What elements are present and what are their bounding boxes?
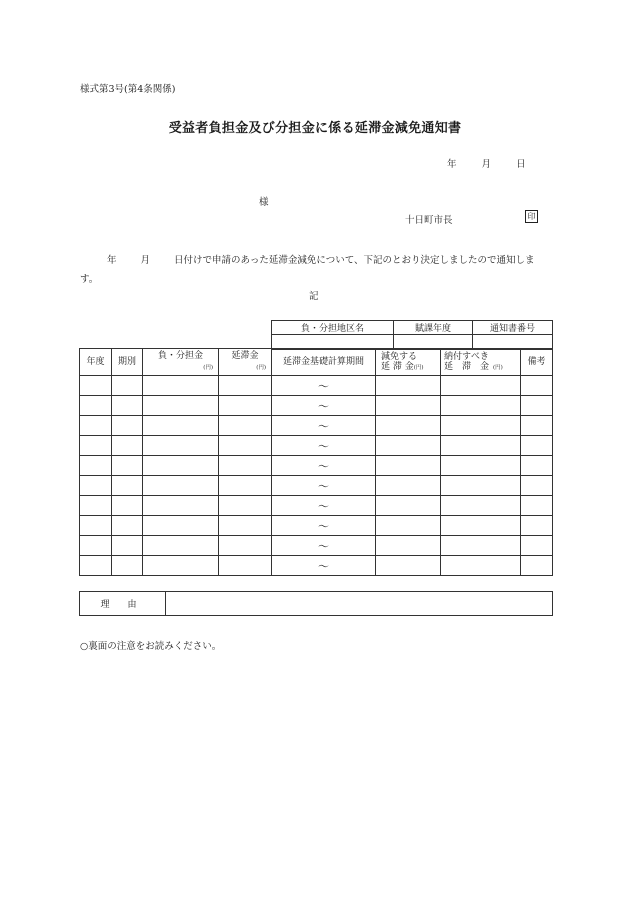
fiscal-year-cell — [80, 556, 112, 576]
exempt-cell — [376, 376, 441, 396]
header-exempt-line1: 減免する — [381, 351, 418, 362]
exempt-cell — [376, 516, 441, 536]
seal-mark: 印 — [525, 210, 538, 223]
date-month-label: 月 — [481, 159, 492, 170]
remarks-cell — [521, 456, 553, 476]
fiscal-year-cell — [80, 516, 112, 536]
burden-cell — [143, 376, 219, 396]
period-cell — [272, 456, 376, 476]
reason-label: 理由 — [80, 592, 166, 616]
late-fee-cell — [219, 416, 272, 436]
period-cell — [272, 476, 376, 496]
header-payable-line2: 延 滞 金 — [444, 361, 490, 372]
exempt-cell — [376, 396, 441, 416]
exempt-cell — [376, 496, 441, 516]
header-exempt-line2: 延 滞 金 — [381, 361, 414, 372]
header-period: 延滞金基礎計算期間 — [272, 349, 376, 376]
period-cell — [272, 376, 376, 396]
payable-cell — [441, 536, 521, 556]
period-range-marker: 〜 — [318, 399, 329, 413]
period-cell — [272, 536, 376, 556]
reason-table — [79, 591, 553, 616]
addressee-suffix: 様 — [259, 197, 269, 208]
burden-cell — [143, 516, 219, 536]
exempt-cell — [376, 436, 441, 456]
payable-cell — [441, 416, 521, 436]
ki-heading: 記 — [309, 291, 319, 302]
issue-date — [447, 156, 526, 170]
payable-cell — [441, 476, 521, 496]
fiscal-year-cell — [80, 376, 112, 396]
reason-cell — [166, 592, 553, 616]
late-fee-cell — [219, 536, 272, 556]
table-row — [80, 496, 553, 516]
late-fee-cell — [219, 376, 272, 396]
fiscal-year-cell — [80, 496, 112, 516]
period-range-marker: 〜 — [318, 499, 329, 513]
back-side-note: ○裏面の注意をお読みください。 — [80, 641, 222, 652]
district-info-table — [271, 320, 553, 350]
payable-cell — [441, 496, 521, 516]
header-remarks: 備考 — [521, 349, 553, 376]
late-fee-table — [79, 348, 553, 576]
period-range-marker: 〜 — [318, 439, 329, 453]
remarks-cell — [521, 436, 553, 456]
exempt-cell — [376, 476, 441, 496]
period-range-marker: 〜 — [318, 479, 329, 493]
table-row — [80, 376, 553, 396]
term-cell — [112, 456, 143, 476]
period-range-marker: 〜 — [318, 379, 329, 393]
period-cell — [272, 496, 376, 516]
fiscal-year-cell — [80, 416, 112, 436]
late-fee-cell — [219, 516, 272, 536]
late-fee-cell — [219, 496, 272, 516]
district-name-header: 負・分担地区名 — [272, 321, 394, 335]
table-row — [80, 396, 553, 416]
term-cell — [112, 536, 143, 556]
table-row — [80, 436, 553, 456]
header-late-fee-label: 延滞金 — [231, 351, 259, 361]
header-fiscal-year: 年度 — [80, 349, 112, 376]
burden-cell — [143, 456, 219, 476]
header-late-fee-unit: (円) — [256, 365, 266, 371]
term-cell — [112, 416, 143, 436]
remarks-cell — [521, 416, 553, 436]
header-exempt-unit: (円) — [413, 364, 424, 371]
payable-cell — [441, 456, 521, 476]
burden-cell — [143, 496, 219, 516]
remarks-cell — [521, 516, 553, 536]
exempt-cell — [376, 416, 441, 436]
header-burden-label: 負・分担金 — [157, 351, 203, 361]
fiscal-year-cell — [80, 476, 112, 496]
header-burden-unit: (円) — [203, 365, 213, 371]
period-cell — [272, 516, 376, 536]
period-range-marker: 〜 — [318, 519, 329, 533]
burden-cell — [143, 396, 219, 416]
term-cell — [112, 496, 143, 516]
body-month: 月 — [140, 255, 151, 266]
header-late-fee — [219, 349, 272, 376]
header-term: 期別 — [112, 349, 143, 376]
burden-cell — [143, 476, 219, 496]
period-cell — [272, 396, 376, 416]
term-cell — [112, 556, 143, 576]
table-row — [80, 456, 553, 476]
period-range-marker: 〜 — [318, 539, 329, 553]
remarks-cell — [521, 476, 553, 496]
body-year: 年 — [107, 255, 117, 266]
header-payable — [441, 349, 521, 376]
date-day-label: 日 — [516, 159, 526, 170]
remarks-cell — [521, 396, 553, 416]
remarks-cell — [521, 376, 553, 396]
form-number: 様式第3号(第4条関係) — [80, 84, 176, 95]
header-burden — [143, 349, 219, 376]
burden-cell — [143, 416, 219, 436]
exempt-cell — [376, 456, 441, 476]
burden-cell — [143, 436, 219, 456]
payable-cell — [441, 556, 521, 576]
payable-cell — [441, 516, 521, 536]
term-cell — [112, 516, 143, 536]
late-fee-cell — [219, 456, 272, 476]
period-cell — [272, 556, 376, 576]
period-cell — [272, 416, 376, 436]
payable-cell — [441, 376, 521, 396]
burden-cell — [143, 556, 219, 576]
term-cell — [112, 436, 143, 456]
burden-cell — [143, 536, 219, 556]
header-exempt — [376, 349, 441, 376]
payable-cell — [441, 396, 521, 416]
late-fee-cell — [219, 476, 272, 496]
table-row — [80, 476, 553, 496]
table-header-row — [80, 349, 553, 376]
fiscal-year-cell — [80, 436, 112, 456]
remarks-cell — [521, 496, 553, 516]
fiscal-year-cell — [80, 396, 112, 416]
period-range-marker: 〜 — [318, 459, 329, 473]
exempt-cell — [376, 556, 441, 576]
term-cell — [112, 376, 143, 396]
period-cell — [272, 436, 376, 456]
header-payable-unit: (円) — [493, 364, 503, 371]
fiscal-year-cell — [80, 456, 112, 476]
header-payable-line1: 納付すべき — [444, 351, 489, 362]
term-cell — [112, 396, 143, 416]
remarks-cell — [521, 556, 553, 576]
period-range-marker: 〜 — [318, 419, 329, 433]
payable-cell — [441, 436, 521, 456]
exempt-cell — [376, 536, 441, 556]
late-fee-cell — [219, 556, 272, 576]
body-text — [80, 251, 540, 289]
sender-name: 十日町市長 — [405, 215, 453, 226]
late-fee-cell — [219, 436, 272, 456]
document-title: 受益者負担金及び分担金に係る延滞金減免通知書 — [168, 121, 462, 136]
term-cell — [112, 476, 143, 496]
assessment-year-header: 賦課年度 — [394, 321, 473, 335]
remarks-cell — [521, 536, 553, 556]
body-sentence: 日付けで申請のあった延滞金減免について、下記のとおり決定しましたので通知します。 — [80, 255, 535, 285]
period-range-marker: 〜 — [318, 559, 329, 573]
late-fee-cell — [219, 396, 272, 416]
fiscal-year-cell — [80, 536, 112, 556]
notice-number-header: 通知書番号 — [473, 321, 553, 335]
table-row — [80, 556, 553, 576]
table-row — [80, 416, 553, 436]
date-year-label: 年 — [447, 159, 457, 170]
table-row — [80, 536, 553, 556]
table-row — [80, 516, 553, 536]
